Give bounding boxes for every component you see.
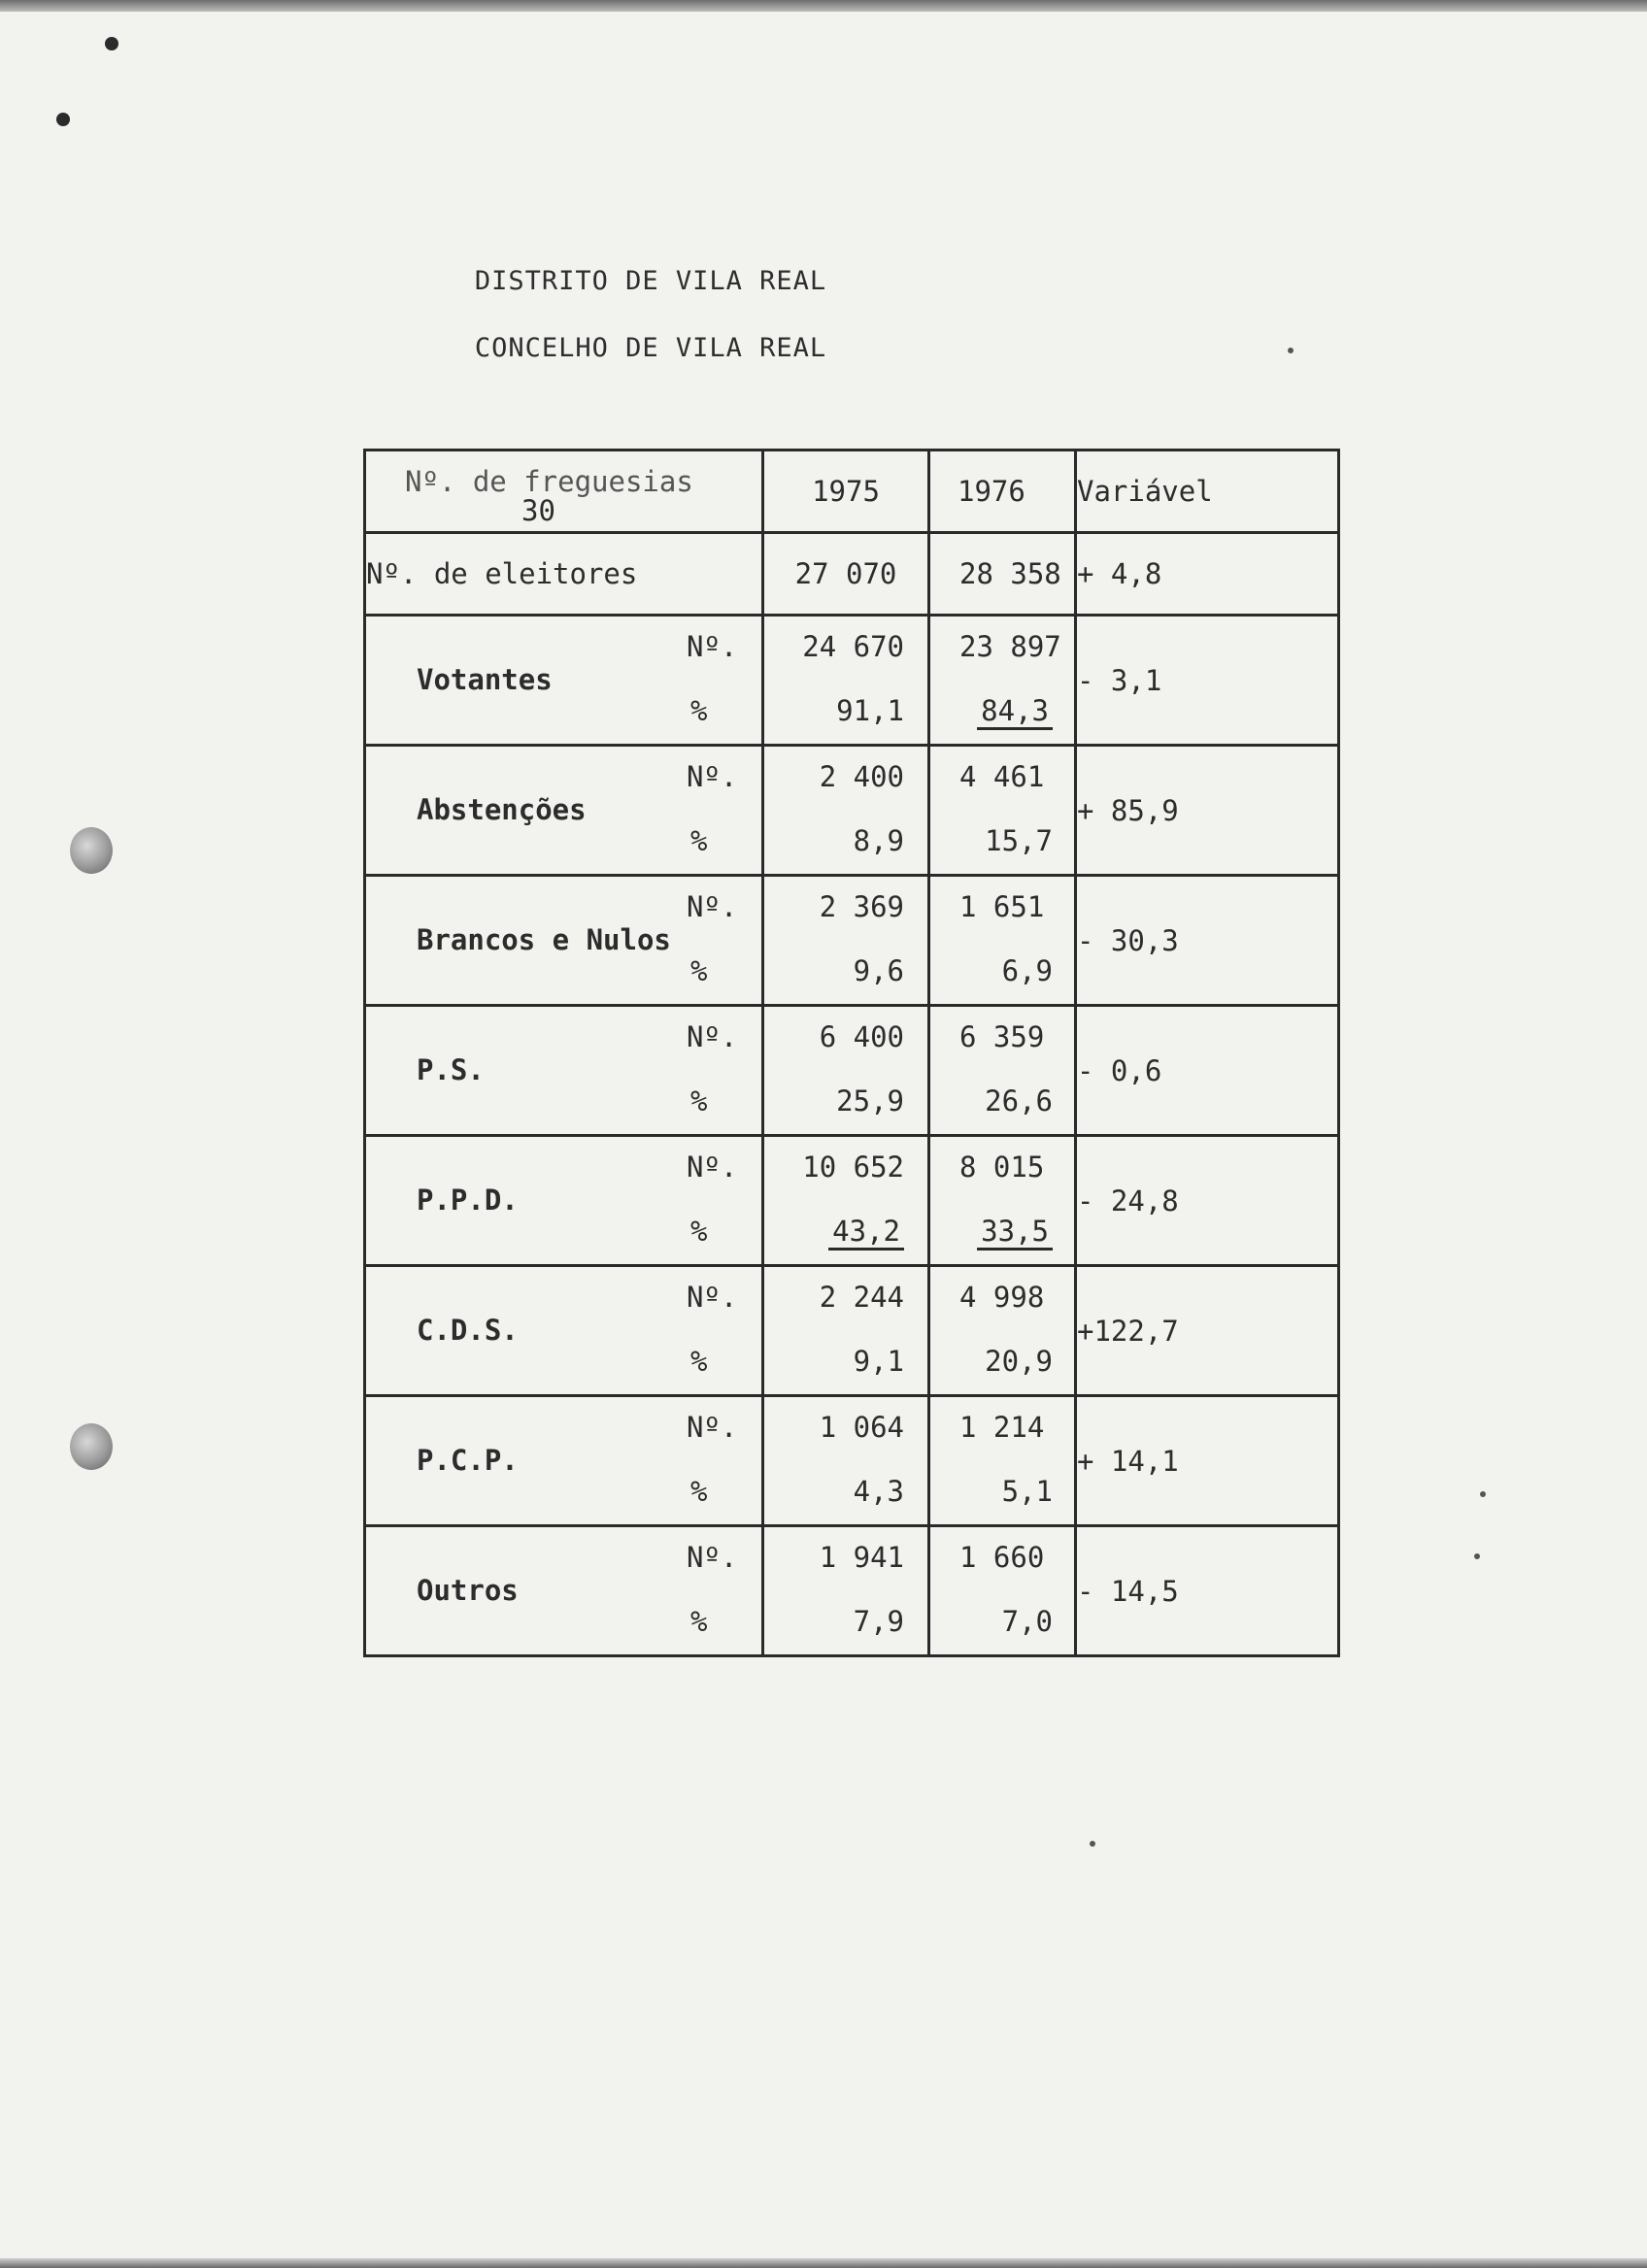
values-1976-cell <box>929 1396 1076 1526</box>
row-label-cell <box>365 1266 763 1396</box>
count-label: Nº. <box>687 1411 738 1444</box>
row-name: P.S. <box>417 1053 485 1086</box>
values-1976-cell <box>929 746 1076 876</box>
percent-label: % <box>690 1605 708 1638</box>
values-1976-cell <box>929 1266 1076 1396</box>
row-label-cell <box>365 616 763 746</box>
variation-cell: - 24,8 <box>1076 1136 1339 1266</box>
percent-1975: 9,6 <box>853 954 904 987</box>
variation-cell: - 14,5 <box>1076 1526 1339 1656</box>
variation-cell: + 85,9 <box>1076 746 1339 876</box>
values-1975-cell <box>763 746 929 876</box>
count-1976: 8 015 <box>959 1151 1045 1184</box>
values-1975-cell <box>763 1526 929 1656</box>
percent-1975: 43,2 <box>828 1215 904 1251</box>
percent-1975: 25,9 <box>836 1084 904 1117</box>
percent-1975: 8,9 <box>853 824 904 857</box>
percent-1976: 33,5 <box>977 1215 1053 1251</box>
row-name: P.P.D. <box>417 1184 519 1217</box>
row-name: P.C.P. <box>417 1444 519 1477</box>
count-1976: 23 897 <box>959 630 1061 663</box>
row-name: Brancos e Nulos <box>417 923 671 956</box>
electors-label: Nº. de eleitores <box>365 533 763 616</box>
values-1976-cell <box>929 616 1076 746</box>
row-name: Abstenções <box>417 793 587 826</box>
values-1976-cell <box>929 1006 1076 1136</box>
variation-cell: - 0,6 <box>1076 1006 1339 1136</box>
electors-1976: 28 358 <box>929 533 1076 616</box>
values-1975-cell <box>763 1136 929 1266</box>
header-label-cell <box>365 450 763 533</box>
count-label: Nº. <box>687 1281 738 1314</box>
values-1976-cell <box>929 876 1076 1006</box>
count-1976: 1 214 <box>959 1411 1045 1444</box>
percent-label: % <box>690 1215 708 1248</box>
count-1975: 1 064 <box>819 1411 904 1444</box>
count-1975: 1 941 <box>819 1541 904 1574</box>
table-row <box>365 616 1339 746</box>
year-1976-header: 1976 <box>929 450 1076 533</box>
count-1976: 1 660 <box>959 1541 1045 1574</box>
parishes-label: Nº. de freguesias <box>405 465 693 498</box>
values-1975-cell <box>763 616 929 746</box>
row-label-cell <box>365 746 763 876</box>
percent-label: % <box>690 1345 708 1378</box>
speck <box>1288 348 1294 353</box>
percent-1976: 26,6 <box>985 1084 1053 1117</box>
count-1975: 10 652 <box>802 1151 904 1184</box>
count-1975: 24 670 <box>802 630 904 663</box>
percent-label: % <box>690 824 708 857</box>
count-label: Nº. <box>687 1541 738 1574</box>
values-1976-cell <box>929 1526 1076 1656</box>
speck <box>1480 1491 1486 1497</box>
table-row <box>365 1006 1339 1136</box>
count-1975: 2 400 <box>819 760 904 793</box>
count-label: Nº. <box>687 760 738 793</box>
results-table <box>363 449 1340 1657</box>
row-name: C.D.S. <box>417 1314 519 1347</box>
variation-header: Variável <box>1076 450 1339 533</box>
table-row <box>365 1266 1339 1396</box>
electors-variation: + 4,8 <box>1076 533 1339 616</box>
row-label-cell <box>365 1396 763 1526</box>
count-1975: 2 369 <box>819 890 904 923</box>
row-label-cell <box>365 1136 763 1266</box>
table-row <box>365 746 1339 876</box>
count-1976: 4 998 <box>959 1281 1045 1314</box>
table-row <box>365 1396 1339 1526</box>
count-label: Nº. <box>687 1151 738 1184</box>
count-1976: 4 461 <box>959 760 1045 793</box>
row-name: Outros <box>417 1574 519 1607</box>
variation-cell: - 30,3 <box>1076 876 1339 1006</box>
punch-hole-bottom <box>70 1423 113 1470</box>
row-label-cell <box>365 1006 763 1136</box>
table-row <box>365 1526 1339 1656</box>
percent-label: % <box>690 954 708 987</box>
ink-dot <box>56 113 70 126</box>
speck <box>1090 1841 1095 1847</box>
municipality-heading: CONCELHO DE VILA REAL <box>474 333 827 363</box>
page-bottom-edge <box>0 2258 1647 2268</box>
percent-1976: 84,3 <box>977 694 1053 730</box>
percent-1975: 9,1 <box>853 1345 904 1378</box>
table-row <box>365 1136 1339 1266</box>
district-heading: DISTRITO DE VILA REAL <box>474 266 827 296</box>
percent-1976: 6,9 <box>1001 954 1053 987</box>
percent-label: % <box>690 1084 708 1117</box>
year-1975-header: 1975 <box>763 450 929 533</box>
count-label: Nº. <box>687 890 738 923</box>
ink-dot <box>105 37 118 50</box>
variation-cell: - 3,1 <box>1076 616 1339 746</box>
row-label-cell <box>365 876 763 1006</box>
percent-1975: 91,1 <box>836 694 904 727</box>
count-label: Nº. <box>687 630 738 663</box>
speck <box>1474 1553 1480 1559</box>
values-1975-cell <box>763 1266 929 1396</box>
row-label-cell <box>365 1526 763 1656</box>
percent-1976: 5,1 <box>1001 1475 1053 1508</box>
count-1975: 2 244 <box>819 1281 904 1314</box>
variation-cell: +122,7 <box>1076 1266 1339 1396</box>
table-row <box>365 876 1339 1006</box>
percent-1976: 7,0 <box>1001 1605 1053 1638</box>
percent-label: % <box>690 694 708 727</box>
header-row <box>365 450 1339 533</box>
percent-1976: 15,7 <box>985 824 1053 857</box>
count-1976: 1 651 <box>959 890 1045 923</box>
row-name: Votantes <box>417 663 553 696</box>
values-1975-cell <box>763 876 929 1006</box>
percent-1975: 7,9 <box>853 1605 904 1638</box>
count-1976: 6 359 <box>959 1020 1045 1053</box>
percent-label: % <box>690 1475 708 1508</box>
punch-hole-top <box>70 827 113 874</box>
electors-1975: 27 070 <box>763 533 929 616</box>
values-1976-cell <box>929 1136 1076 1266</box>
electors-row <box>365 533 1339 616</box>
count-label: Nº. <box>687 1020 738 1053</box>
variation-cell: + 14,1 <box>1076 1396 1339 1526</box>
page-top-edge <box>0 0 1647 12</box>
percent-1975: 4,3 <box>853 1475 904 1508</box>
values-1975-cell <box>763 1396 929 1526</box>
parishes-count: 30 <box>521 494 555 527</box>
values-1975-cell <box>763 1006 929 1136</box>
percent-1976: 20,9 <box>985 1345 1053 1378</box>
count-1975: 6 400 <box>819 1020 904 1053</box>
